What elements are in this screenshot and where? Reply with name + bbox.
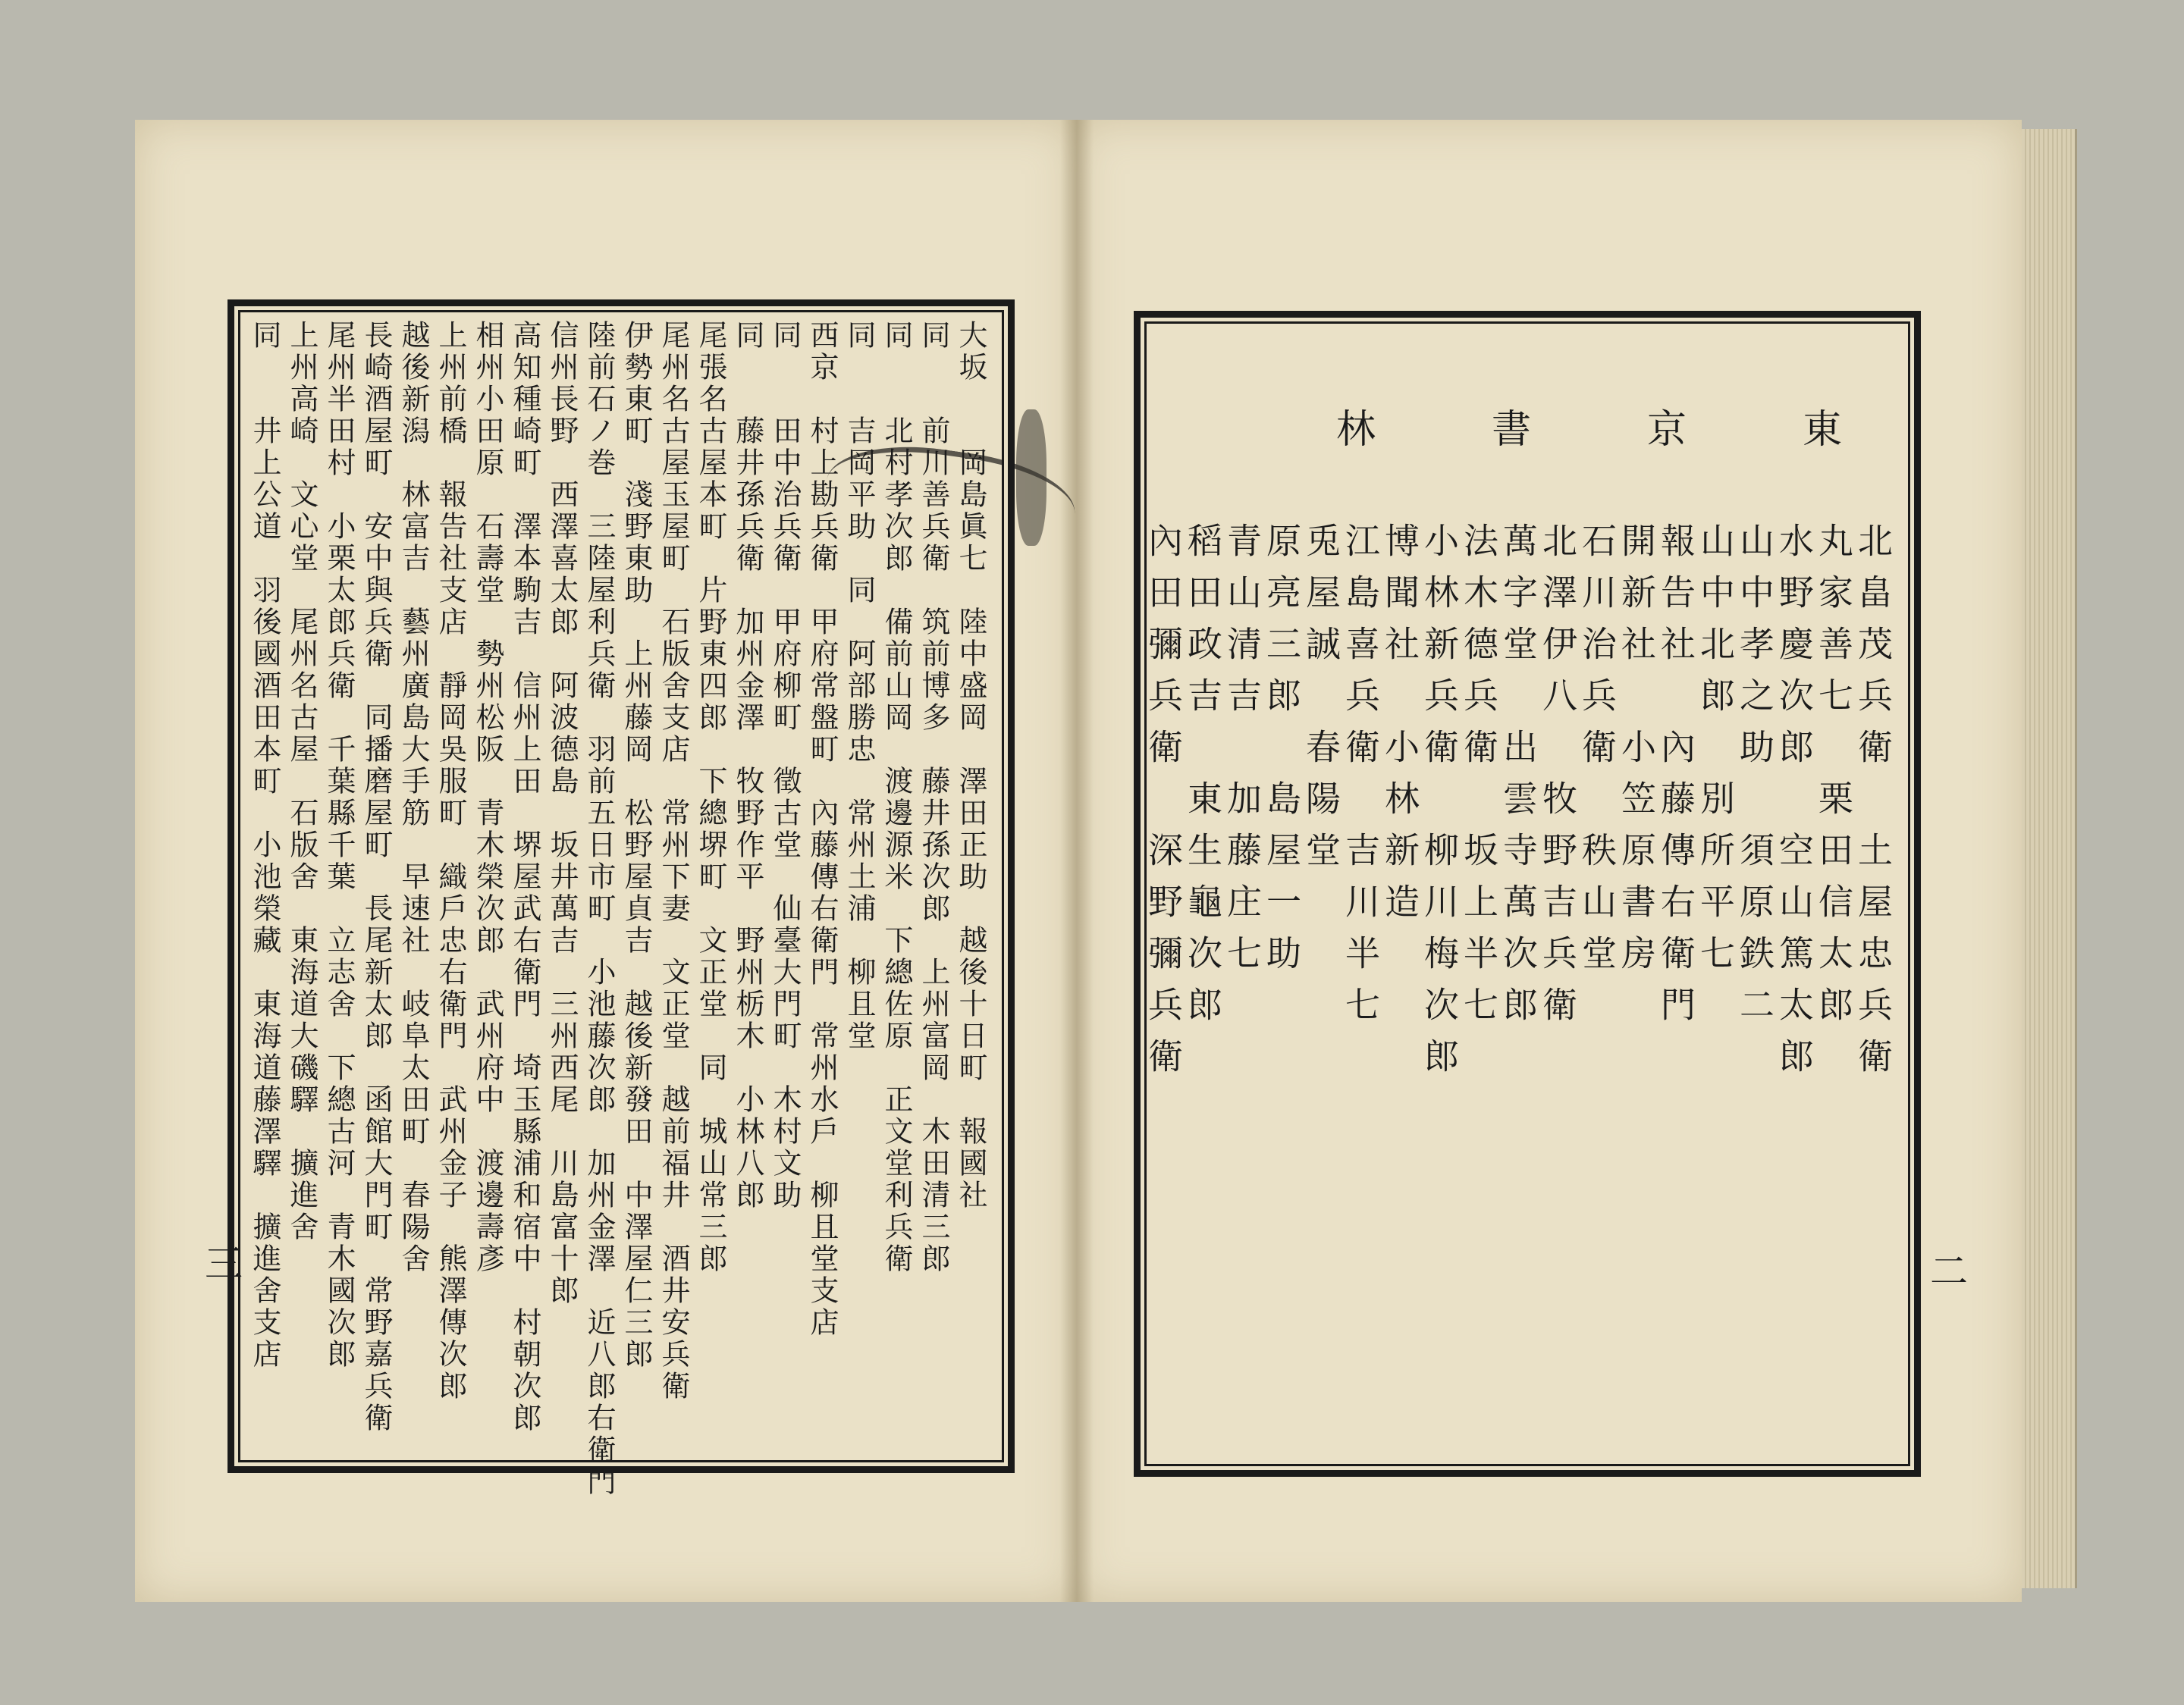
publisher-column: 法木德兵衛 坂上半七 [1458,522,1499,1038]
right-page-text-block [1143,522,1899,1455]
publisher-column: 兎屋誠 春陽堂 [1301,522,1341,883]
publisher-column: 博聞社 小林新造 [1379,522,1420,935]
page-number-right: 二 [1924,1251,1968,1289]
listing-column: 西京 村上勘兵衛 甲府常盤町 內藤傳右衛門 常州水戶 柳且堂支店 [805,320,839,1339]
publisher-column: 山中北郎 別所平七 [1695,522,1736,986]
publisher-column: 原亮三郎 島屋一助 [1261,522,1302,986]
listing-column: 同 藤井孫兵衛 加州金澤 牧野作平 野州栃木 小林八郎 [731,320,764,1211]
left-page-text-block [248,320,994,1498]
publisher-column: 萬字堂 出雲寺萬次郎 [1498,522,1539,1038]
publisher-column: 稻田政吉 東生龜次郎 [1182,522,1223,1038]
page-number-left: 三 [199,1243,243,1281]
publisher-column: 北澤伊八 牧野吉兵衛 [1537,522,1578,1038]
publisher-column: 水野慶次郎 空山篤太郎 [1774,522,1815,1089]
title-char: 京 [1646,407,1687,453]
title-char: 林 [1335,407,1376,453]
listing-column: 信州長野 西澤喜太郎 阿波德島 坂井萬吉 三州西尾 川島富十郎 [545,320,579,1307]
title-char: 東 [1802,407,1842,453]
publisher-column: 石川治兵衛 秩山堂 [1577,522,1618,986]
left-page-border [228,299,1015,1498]
listing-column: 相州小田原 石壽堂 勢州松阪 青木榮次郎 武州府中 渡邊壽彥 [471,320,504,1275]
listing-column: 大坂 岡島眞七 陸中盛岡 澤田正助 越後十日町 報國社 [954,320,987,1211]
listing-column: 高知種崎町 澤本駒吉 信州上田 堺屋武右衛門 埼玉縣浦和宿中 村朝次郎 [508,320,541,1434]
listing-column: 尾張名古屋本町 片野東四郎 下總堺町 文正堂 同 城山常三郎 [694,320,727,1275]
publisher-column: 開新社 小笠原書房 [1616,522,1657,986]
right-page-border [1134,311,1921,1477]
book-gutter [1060,120,1094,1602]
listing-column: 同 吉岡平助 同 阿部勝忠 常州土浦 柳且堂 [843,320,876,1052]
listing-column: 尾州半田村 小栗太郎兵衛 千葉縣千葉 立志舍 下總古河 青木國次郎 [322,320,356,1371]
publisher-column: 小林新兵衛 柳川梅次郎 [1419,522,1460,1089]
title-char: 書 [1491,407,1531,453]
publisher-column: 報告社 內藤傳右衛門 [1655,522,1696,1038]
publisher-column: 丸家善七 栗田信太郎 [1813,522,1854,1038]
listing-column: 同 北村孝次郎 備前山岡 渡邊源米 下總佐原 正文堂利兵衛 [880,320,913,1275]
publisher-column: 青山清吉 加藤庄七 [1222,522,1263,986]
publisher-column: 江島喜兵衛 吉川半七 [1340,522,1381,1038]
publisher-column: 內田彌兵衛 深野彌兵衛 [1143,522,1184,1089]
publisher-column: 山中孝之助 須原鉄二 [1734,522,1775,1038]
listing-column: 上州高崎 文心堂 尾州名古屋 石版舍 東海道大磯驛 擴進舍 [285,320,318,1243]
page-edges [2022,129,2077,1588]
listing-column: 長崎酒屋町 安中與兵衛 同播磨屋町 長尾新太郎 函館大門町 常野嘉兵衛 [359,320,393,1434]
listing-column: 伊勢東町 淺野東助 上州藤岡 松野屋貞吉 越後新發田 中澤屋仁三郎 [620,320,653,1371]
publisher-column: 北畠茂兵衛 土屋忠兵衛 [1853,522,1894,1089]
listing-column: 尾州名古屋玉屋町 石版舍支店 常州下妻 文正堂 越前福井 酒井安兵衛 [657,320,690,1403]
listing-column: 同 井上公道 羽後國酒田本町 小池榮藏 東海道藤澤驛 擴進舍支店 [248,320,281,1371]
listing-column: 上州前橋 報告社支店 靜岡吳服町 織戶忠右衛門 武州金子 熊澤傳次郎 [434,320,467,1403]
listing-column: 同 前川善兵衛 筑前博多 藤井孫次郎 上州富岡 木田清三郎 [917,320,950,1275]
listing-column: 同 田中治兵衛 甲府柳町 徵古堂 仙臺大門町 木村文助 [768,320,802,1211]
binding-stain [1016,409,1046,546]
listing-column: 越後新潟 林富吉 藝州廣島大手筋 早速社 岐阜太田町 春陽舍 [397,320,430,1275]
listing-column: 陸前石ノ巻 三陸屋利兵衛 羽前五日市町 小池藤次郎 加州金澤 近八郎右衛門 [582,320,616,1498]
